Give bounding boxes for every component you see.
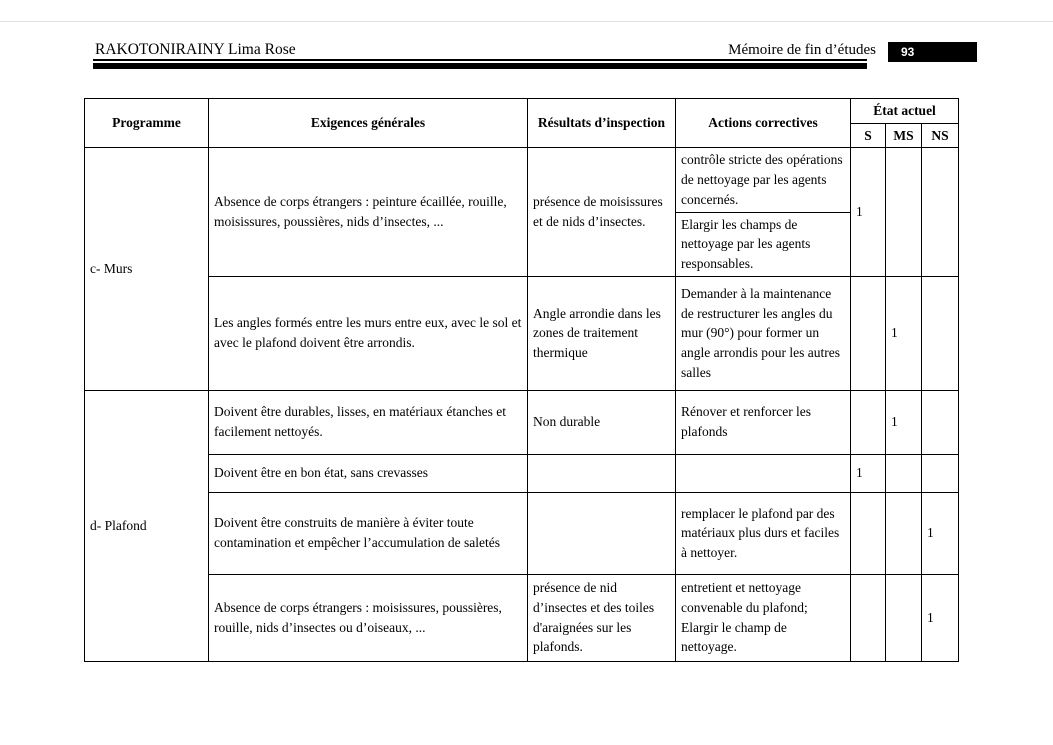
- cell-ms-murs-2: 1: [886, 276, 922, 390]
- table-row-plafond-4: [85, 574, 959, 661]
- section-label-murs: c- Murs: [85, 148, 209, 390]
- cell-ns-murs-1: [922, 148, 959, 276]
- cell-ms-murs-1: [886, 148, 922, 276]
- col-header-etat-actuel: État actuel: [851, 99, 959, 124]
- cell-exigences-murs-1: Absence de corps étrangers : peinture écaillée, rouille, moisissures, poussières, nids d’insectes, ...: [209, 148, 528, 276]
- cell-s-plafond-2: 1: [851, 454, 886, 492]
- cell-exigences-plafond-2: Doivent être en bon état, sans crevasses: [209, 454, 528, 492]
- cell-exigences-plafond-1: Doivent être durables, lisses, en matériaux étanches et facilement nettoyés.: [209, 390, 528, 454]
- cell-ms-plafond-2: [886, 454, 922, 492]
- table-header-row: [85, 99, 959, 124]
- cell-ns-plafond-4: 1: [922, 574, 959, 661]
- table-row-plafond-3: [85, 492, 959, 574]
- col-header-ms: MS: [886, 123, 922, 148]
- section-label-plafond: d- Plafond: [85, 390, 209, 661]
- cell-s-plafond-4: [851, 574, 886, 661]
- cell-s-plafond-3: [851, 492, 886, 574]
- table-row-murs-1a: [85, 148, 959, 212]
- page-number-badge: 93: [888, 42, 977, 62]
- header-rule-thin: [93, 59, 867, 61]
- cell-ms-plafond-4: [886, 574, 922, 661]
- cell-action-murs-1a: contrôle stricte des opérations de nettoyage par les agents concernés.: [676, 148, 851, 212]
- cell-ms-plafond-1: 1: [886, 390, 922, 454]
- col-header-resultats: Résultats d’inspection: [528, 99, 676, 148]
- col-header-actions: Actions correctives: [676, 99, 851, 148]
- cell-actions-plafond-1: Rénover et renforcer les plafonds: [676, 390, 851, 454]
- col-header-exigences: Exigences générales: [209, 99, 528, 148]
- cell-s-murs-2: [851, 276, 886, 390]
- table-row-murs-2: [85, 276, 959, 390]
- cell-actions-plafond-4: entretient et nettoyage convenable du plafond; Elargir le champ de nettoyage.: [676, 574, 851, 661]
- col-header-ns: NS: [922, 123, 959, 148]
- cell-ns-murs-2: [922, 276, 959, 390]
- cell-ms-plafond-3: [886, 492, 922, 574]
- cell-resultats-plafond-1: Non durable: [528, 390, 676, 454]
- cell-resultats-plafond-3: [528, 492, 676, 574]
- cell-ns-plafond-2: [922, 454, 959, 492]
- cell-s-plafond-1: [851, 390, 886, 454]
- col-header-programme: Programme: [85, 99, 209, 148]
- header-document-title: Mémoire de fin d’études: [728, 42, 876, 58]
- cell-actions-plafond-2: [676, 454, 851, 492]
- cell-exigences-murs-2: Les angles formés entre les murs entre eux, avec le sol et avec le plafond doivent être arrondis.: [209, 276, 528, 390]
- cell-resultats-murs-1: présence de moisissures et de nids d’insectes.: [528, 148, 676, 276]
- cell-resultats-murs-2: Angle arrondie dans les zones de traitement thermique: [528, 276, 676, 390]
- table-row-plafond-2: [85, 454, 959, 492]
- cell-actions-plafond-3: remplacer le plafond par des matériaux plus durs et faciles à nettoyer.: [676, 492, 851, 574]
- cell-ns-plafond-3: 1: [922, 492, 959, 574]
- header-rule-thick: [93, 63, 867, 69]
- cell-s-murs-1: 1: [851, 148, 886, 276]
- header-author: RAKOTONIRAINY Lima Rose: [95, 41, 296, 58]
- inspection-table: [84, 98, 959, 662]
- table-row-plafond-1: [85, 390, 959, 454]
- col-header-s: S: [851, 123, 886, 148]
- cell-resultats-plafond-4: présence de nid d’insectes et des toiles d'araignées sur les plafonds.: [528, 574, 676, 661]
- cell-resultats-plafond-2: [528, 454, 676, 492]
- cell-actions-murs-2: Demander à la maintenance de restructurer les angles du mur (90°) pour former un angle arrondis pour les autres salles: [676, 276, 851, 390]
- cell-action-murs-1b: Elargir les champs de nettoyage par les agents responsables.: [676, 212, 851, 276]
- page-top-divider: [0, 21, 1053, 22]
- cell-exigences-plafond-3: Doivent être construits de manière à éviter toute contamination et empêcher l’accumulation de saletés: [209, 492, 528, 574]
- cell-ns-plafond-1: [922, 390, 959, 454]
- cell-exigences-plafond-4: Absence de corps étrangers : moisissures, poussières, rouille, nids d’insectes ou d’oiseaux, ...: [209, 574, 528, 661]
